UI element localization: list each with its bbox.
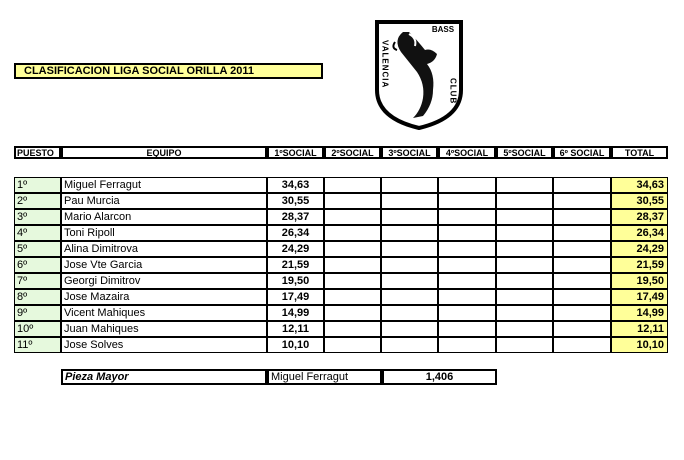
cell-social-6 bbox=[553, 225, 611, 241]
cell-social-4 bbox=[438, 241, 496, 257]
cell-social-2 bbox=[324, 273, 381, 289]
cell-puesto: 2º bbox=[14, 193, 61, 209]
cell-social-4 bbox=[438, 305, 496, 321]
cell-total: 12,11 bbox=[611, 321, 668, 337]
valencia-bass-club-logo bbox=[373, 18, 465, 130]
header-total: TOTAL bbox=[611, 146, 668, 159]
cell-social-1: 30,55 bbox=[267, 193, 324, 209]
cell-equipo: Mario Alarcon bbox=[61, 209, 267, 225]
cell-social-2 bbox=[324, 337, 381, 353]
cell-social-5 bbox=[496, 273, 553, 289]
cell-total: 26,34 bbox=[611, 225, 668, 241]
cell-social-5 bbox=[496, 305, 553, 321]
header-puesto: PUESTO bbox=[14, 146, 61, 159]
cell-total: 30,55 bbox=[611, 193, 668, 209]
logo-text-club: CLUB bbox=[448, 78, 458, 105]
pieza-mayor-value: 1,406 bbox=[382, 369, 497, 385]
cell-social-3 bbox=[381, 225, 438, 241]
cell-social-4 bbox=[438, 225, 496, 241]
cell-social-5 bbox=[496, 209, 553, 225]
cell-puesto: 8º bbox=[14, 289, 61, 305]
cell-equipo: Miguel Ferragut bbox=[61, 177, 267, 193]
cell-total: 21,59 bbox=[611, 257, 668, 273]
cell-social-6 bbox=[553, 177, 611, 193]
cell-social-6 bbox=[553, 305, 611, 321]
cell-social-6 bbox=[553, 289, 611, 305]
cell-social-1: 28,37 bbox=[267, 209, 324, 225]
cell-total: 19,50 bbox=[611, 273, 668, 289]
cell-social-6 bbox=[553, 337, 611, 353]
cell-equipo: Vicent Mahiques bbox=[61, 305, 267, 321]
cell-social-5 bbox=[496, 241, 553, 257]
cell-equipo: Toni Ripoll bbox=[61, 225, 267, 241]
cell-social-3 bbox=[381, 209, 438, 225]
cell-total: 34,63 bbox=[611, 177, 668, 193]
cell-social-2 bbox=[324, 257, 381, 273]
cell-total: 28,37 bbox=[611, 209, 668, 225]
header-social-3: 3ºSOCIAL bbox=[381, 146, 438, 159]
cell-puesto: 11º bbox=[14, 337, 61, 353]
cell-social-5 bbox=[496, 225, 553, 241]
cell-puesto: 5º bbox=[14, 241, 61, 257]
cell-equipo: Pau Murcia bbox=[61, 193, 267, 209]
cell-total: 24,29 bbox=[611, 241, 668, 257]
page-title: CLASIFICACION LIGA SOCIAL ORILLA 2011 bbox=[14, 63, 323, 79]
cell-social-5 bbox=[496, 337, 553, 353]
cell-social-4 bbox=[438, 209, 496, 225]
cell-puesto: 9º bbox=[14, 305, 61, 321]
cell-social-3 bbox=[381, 241, 438, 257]
cell-social-2 bbox=[324, 289, 381, 305]
cell-social-3 bbox=[381, 289, 438, 305]
cell-social-1: 26,34 bbox=[267, 225, 324, 241]
cell-social-3 bbox=[381, 305, 438, 321]
cell-social-2 bbox=[324, 193, 381, 209]
cell-social-1: 17,49 bbox=[267, 289, 324, 305]
cell-social-3 bbox=[381, 337, 438, 353]
cell-puesto: 3º bbox=[14, 209, 61, 225]
cell-total: 10,10 bbox=[611, 337, 668, 353]
cell-social-2 bbox=[324, 225, 381, 241]
cell-puesto: 4º bbox=[14, 225, 61, 241]
cell-social-4 bbox=[438, 177, 496, 193]
cell-social-6 bbox=[553, 273, 611, 289]
cell-equipo: Jose Mazaira bbox=[61, 289, 267, 305]
cell-social-1: 19,50 bbox=[267, 273, 324, 289]
header-social-5: 5ºSOCIAL bbox=[496, 146, 553, 159]
cell-total: 17,49 bbox=[611, 289, 668, 305]
cell-social-3 bbox=[381, 193, 438, 209]
cell-social-4 bbox=[438, 273, 496, 289]
header-equipo: EQUIPO bbox=[61, 146, 267, 159]
header-social-1: 1ºSOCIAL bbox=[267, 146, 324, 159]
cell-social-1: 34,63 bbox=[267, 177, 324, 193]
cell-social-6 bbox=[553, 193, 611, 209]
cell-social-3 bbox=[381, 273, 438, 289]
cell-equipo: Jose Solves bbox=[61, 337, 267, 353]
cell-social-3 bbox=[381, 321, 438, 337]
cell-puesto: 10º bbox=[14, 321, 61, 337]
pieza-mayor-name: Miguel Ferragut bbox=[267, 369, 382, 385]
cell-equipo: Jose Vte Garcia bbox=[61, 257, 267, 273]
logo-text-bass: BASS bbox=[431, 25, 455, 34]
cell-equipo: Alina Dimitrova bbox=[61, 241, 267, 257]
cell-puesto: 1º bbox=[14, 177, 61, 193]
cell-social-3 bbox=[381, 257, 438, 273]
header-social-4: 4ºSOCIAL bbox=[438, 146, 496, 159]
cell-social-2 bbox=[324, 209, 381, 225]
cell-social-2 bbox=[324, 241, 381, 257]
cell-social-6 bbox=[553, 241, 611, 257]
pieza-mayor-label: Pieza Mayor bbox=[61, 369, 267, 385]
cell-social-6 bbox=[553, 257, 611, 273]
cell-social-4 bbox=[438, 193, 496, 209]
cell-social-1: 12,11 bbox=[267, 321, 324, 337]
cell-social-6 bbox=[553, 321, 611, 337]
cell-social-4 bbox=[438, 337, 496, 353]
cell-social-4 bbox=[438, 321, 496, 337]
cell-social-1: 14,99 bbox=[267, 305, 324, 321]
cell-social-5 bbox=[496, 257, 553, 273]
cell-social-6 bbox=[553, 209, 611, 225]
cell-total: 14,99 bbox=[611, 305, 668, 321]
cell-social-4 bbox=[438, 289, 496, 305]
cell-social-2 bbox=[324, 305, 381, 321]
cell-puesto: 7º bbox=[14, 273, 61, 289]
cell-social-3 bbox=[381, 177, 438, 193]
cell-social-5 bbox=[496, 321, 553, 337]
cell-equipo: Georgi Dimitrov bbox=[61, 273, 267, 289]
cell-equipo: Juan Mahiques bbox=[61, 321, 267, 337]
cell-social-4 bbox=[438, 257, 496, 273]
header-social-2: 2ºSOCIAL bbox=[324, 146, 381, 159]
cell-social-1: 24,29 bbox=[267, 241, 324, 257]
header-social-6: 6º SOCIAL bbox=[553, 146, 611, 159]
cell-social-1: 21,59 bbox=[267, 257, 324, 273]
cell-social-2 bbox=[324, 177, 381, 193]
cell-social-5 bbox=[496, 193, 553, 209]
cell-social-2 bbox=[324, 321, 381, 337]
cell-social-1: 10,10 bbox=[267, 337, 324, 353]
cell-puesto: 6º bbox=[14, 257, 61, 273]
cell-social-5 bbox=[496, 177, 553, 193]
logo-text-valencia: VALENCIA bbox=[380, 40, 390, 89]
cell-social-5 bbox=[496, 289, 553, 305]
